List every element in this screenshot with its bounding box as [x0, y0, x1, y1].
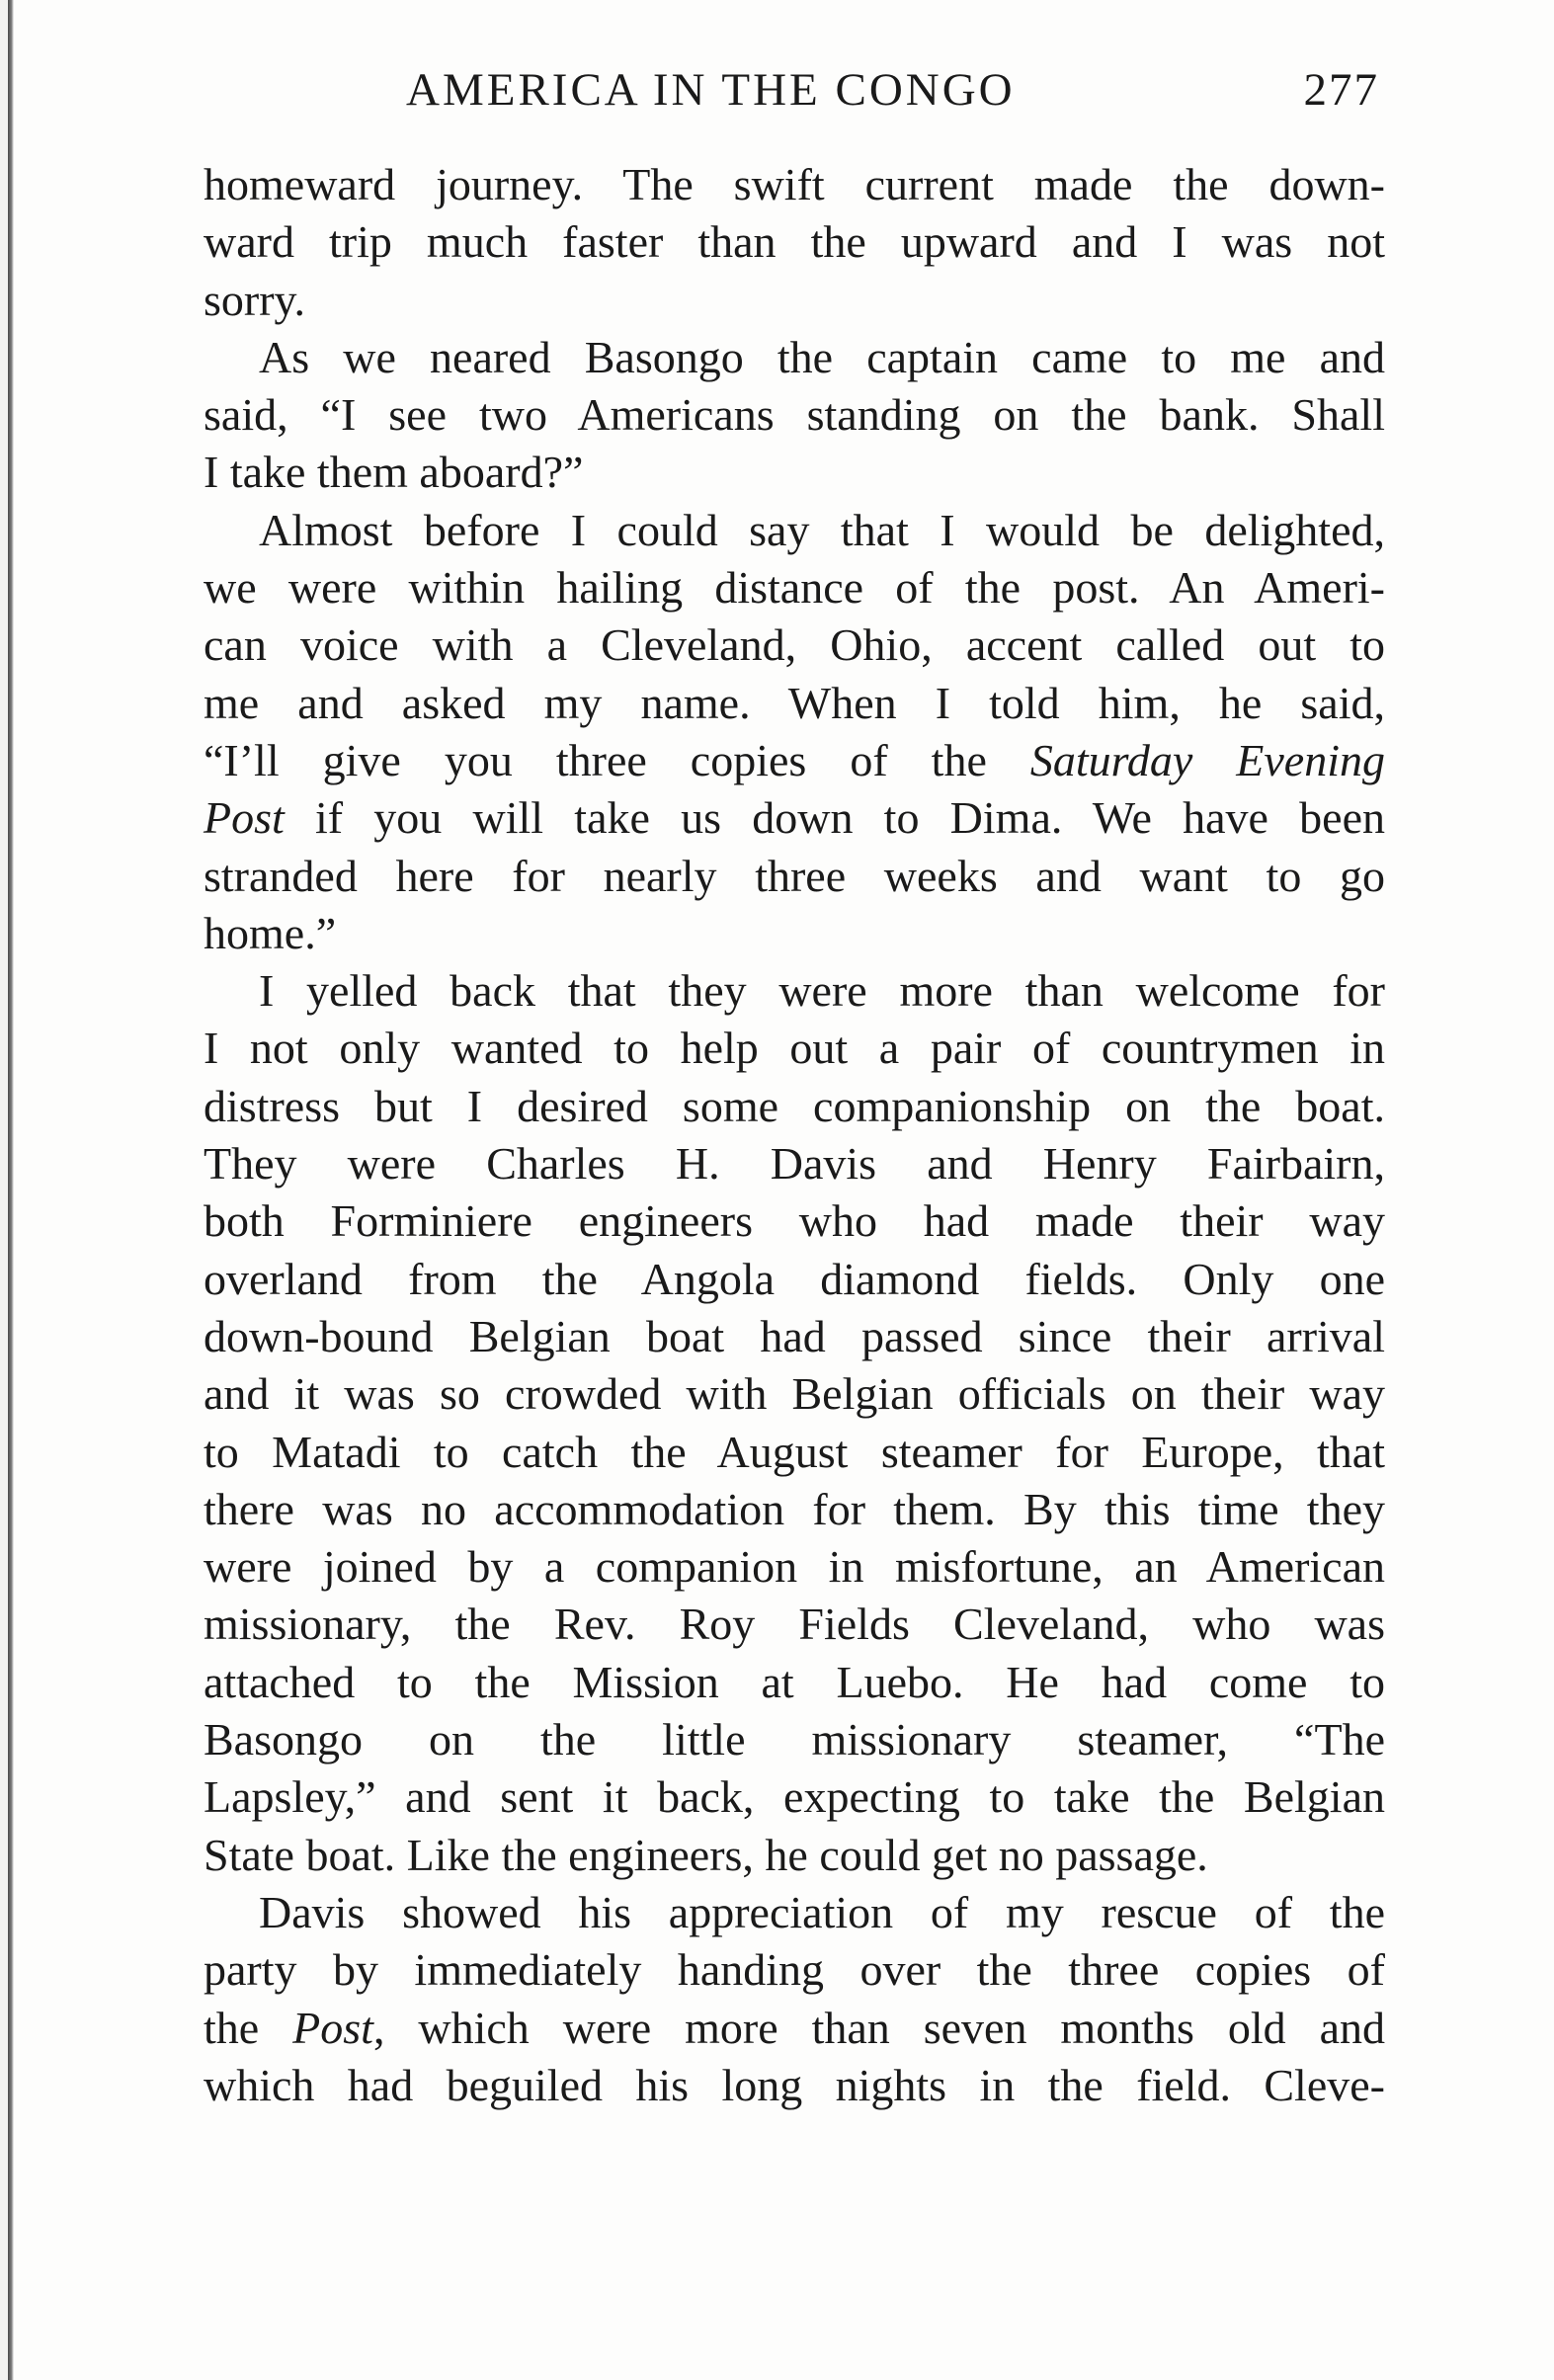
text-line: I take them aboard?” [204, 447, 584, 498]
text-line: were joined by a companion in misfortune, an American [204, 1541, 1385, 1593]
paragraph [204, 962, 1385, 1884]
text-line: both Forminiere engineers who had made their way [204, 1195, 1385, 1247]
text-line: down-bound Belgian boat had passed since their arrival [204, 1310, 1385, 1361]
text-line: there was no accommodation for them. By this time they [204, 1483, 1385, 1534]
text-line: overland from the Angola diamond fields. Only one [204, 1253, 1385, 1304]
text-line: They were Charles H. Davis and Henry Fairbairn, [204, 1138, 1385, 1190]
text-line: State boat. Like the engineers, he could get no passage. [204, 1829, 1208, 1880]
running-head-title: AMERICA IN THE CONGO [406, 64, 1016, 116]
text-line: As we neared Basongo the captain came to me and [259, 331, 1385, 382]
paragraph [204, 329, 1385, 502]
text-line: I not only wanted to help out a pair of countrymen in [204, 1023, 1385, 1074]
text-line: and it was so crowded with Belgian officials on their way [204, 1368, 1385, 1420]
text-line: missionary, the Rev. Roy Fields Cleveland, who was [204, 1599, 1385, 1650]
body-text [204, 156, 1385, 2114]
italic-title: Saturday Evening [1029, 734, 1385, 785]
italic-title: Post [204, 792, 285, 844]
text-line: home.” [204, 907, 337, 958]
text-line: to Matadi to catch the August steamer for Europe, that [204, 1426, 1385, 1477]
paragraph [204, 1884, 1385, 2114]
text-line: I yelled back that they were more than welcome for [259, 965, 1385, 1017]
text-line-italic-title: Post if you will take us down to Dima. We have been [204, 792, 1385, 844]
text-line: which had beguiled his long nights in the field. Cleve- [204, 2059, 1385, 2110]
text-line: sorry. [204, 274, 306, 325]
text-line: Davis showed his appreciation of my rescue of the [259, 1886, 1385, 1937]
text-line: homeward journey. The swift current made the down- [204, 159, 1385, 209]
paragraph [204, 502, 1385, 962]
text-line: Basongo on the little missionary steamer, “The [204, 1714, 1385, 1765]
binding-shadow [8, 0, 14, 2380]
text-line: distress but I desired some companionship on the boat. [204, 1080, 1385, 1131]
text-line: stranded here for nearly three weeks and want to go [204, 850, 1385, 901]
page-margin-edge [0, 0, 8, 2380]
text-line: ward trip much faster than the upward and I was not [204, 216, 1385, 268]
text-line: me and asked my name. When I told him, he said, [204, 677, 1385, 728]
text-line: Lapsley,” and sent it back, expecting to take the Belgian [204, 1771, 1385, 1823]
page-number: 277 [1303, 64, 1379, 116]
text-line-italic-title: “I’ll give you three copies of the Saturday Evening [204, 734, 1385, 785]
text-line: we were within hailing distance of the post. An Ameri- [204, 562, 1385, 614]
text-line-italic-title: the Post, which were more than seven months old and [204, 2002, 1385, 2053]
paragraph [204, 156, 1385, 329]
text-line: can voice with a Cleveland, Ohio, accent called out to [204, 619, 1385, 671]
italic-title: Post [292, 2002, 373, 2053]
text-line: party by immediately handing over the three copies of [204, 1944, 1385, 1996]
running-head [204, 63, 1379, 123]
text-line: Almost before I could say that I would be delighted, [259, 504, 1385, 555]
text-line: said, “I see two Americans standing on the bank. Shall [204, 389, 1385, 441]
text-line: attached to the Mission at Luebo. He had come to [204, 1656, 1385, 1707]
